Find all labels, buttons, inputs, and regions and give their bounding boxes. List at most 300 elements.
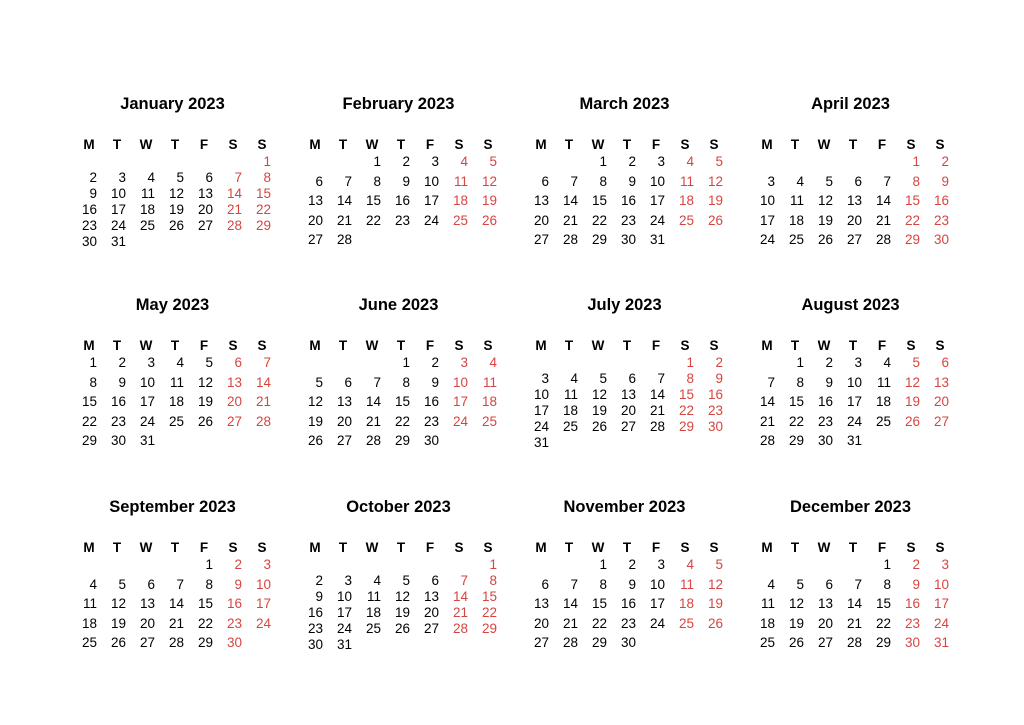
day: 8 xyxy=(796,374,804,390)
weekend-day: 30 xyxy=(226,635,242,650)
day: 9 xyxy=(628,576,636,592)
weekend-day: 21 xyxy=(452,605,468,620)
day: 9 xyxy=(315,589,323,604)
day: 12 xyxy=(110,596,126,611)
day: 6 xyxy=(147,576,155,592)
weekday-header: W xyxy=(139,338,153,353)
day: 25 xyxy=(81,635,97,650)
weekday-header: M xyxy=(83,540,95,555)
day: 26 xyxy=(110,635,126,650)
day: 7 xyxy=(176,576,184,592)
day: 27 xyxy=(846,232,862,247)
day: 19 xyxy=(110,615,126,631)
weekday-header: S xyxy=(680,137,690,152)
day: 19 xyxy=(817,212,833,228)
day: 21 xyxy=(649,403,665,418)
weekend-day: 3 xyxy=(460,355,468,370)
weekday-header: T xyxy=(396,338,406,353)
day: 26 xyxy=(591,419,607,434)
weekend-day: 5 xyxy=(912,355,920,370)
day: 7 xyxy=(883,173,891,189)
weekend-day: 12 xyxy=(707,576,723,592)
weekend-day: 26 xyxy=(481,212,497,228)
weekday-header: S xyxy=(935,540,945,555)
weekday-header: T xyxy=(790,338,800,353)
days-grid xyxy=(306,355,516,455)
weekend-day: 26 xyxy=(707,615,723,631)
day: 5 xyxy=(176,170,184,185)
day: 20 xyxy=(846,212,862,228)
weekday-header: S xyxy=(454,338,464,353)
day: 28 xyxy=(168,635,184,650)
day: 11 xyxy=(140,186,155,201)
weekday-header-row xyxy=(306,338,516,356)
weekend-day: 19 xyxy=(707,193,723,208)
weekday-header-row xyxy=(306,137,516,155)
day: 15 xyxy=(591,193,607,208)
day: 24 xyxy=(759,232,775,247)
day: 30 xyxy=(81,234,97,249)
day: 1 xyxy=(883,557,891,572)
weekday-header: M xyxy=(761,540,773,555)
day: 28 xyxy=(365,433,381,448)
weekday-header: F xyxy=(199,338,209,353)
day: 23 xyxy=(81,218,97,233)
weekend-day: 11 xyxy=(482,374,497,390)
weekend-day: 4 xyxy=(686,154,694,169)
weekend-day: 29 xyxy=(481,621,497,636)
days-grid xyxy=(532,557,742,657)
day: 22 xyxy=(875,615,891,631)
day: 30 xyxy=(307,637,323,652)
weekend-day: 2 xyxy=(912,557,920,572)
day: 22 xyxy=(365,212,381,228)
weekend-day: 17 xyxy=(933,596,949,611)
weekday-header-row xyxy=(532,540,742,558)
weekend-day: 15 xyxy=(255,186,271,201)
day: 1 xyxy=(796,355,804,370)
day: 15 xyxy=(591,596,607,611)
day: 21 xyxy=(759,413,775,429)
day: 8 xyxy=(205,576,213,592)
day: 26 xyxy=(197,413,213,429)
day: 29 xyxy=(788,433,804,448)
day: 6 xyxy=(205,170,213,185)
day: 3 xyxy=(767,173,775,189)
weekday-header: F xyxy=(877,540,887,555)
weekend-day: 13 xyxy=(933,374,949,390)
weekday-header-row xyxy=(80,137,290,155)
weekday-header: W xyxy=(817,338,831,353)
weekend-day: 23 xyxy=(904,615,920,631)
weekday-header: T xyxy=(790,540,800,555)
day: 27 xyxy=(336,433,352,448)
day: 11 xyxy=(563,387,578,402)
weekday-header: W xyxy=(591,338,605,353)
day: 16 xyxy=(110,394,126,409)
weekend-day: 24 xyxy=(933,615,949,631)
day: 13 xyxy=(533,596,549,611)
weekday-header: T xyxy=(622,540,632,555)
day: 3 xyxy=(541,371,549,386)
weekend-day: 19 xyxy=(904,394,920,409)
day: 13 xyxy=(620,387,636,402)
weekday-header: T xyxy=(848,137,858,152)
day: 2 xyxy=(402,154,410,169)
day: 6 xyxy=(344,374,352,390)
day: 17 xyxy=(139,394,155,409)
day: 20 xyxy=(533,615,549,631)
day: 26 xyxy=(788,635,804,650)
weekend-day: 1 xyxy=(263,154,271,169)
weekend-day: 10 xyxy=(933,576,949,592)
weekend-day: 16 xyxy=(904,596,920,611)
day: 12 xyxy=(307,394,323,409)
weekend-day: 18 xyxy=(678,596,694,611)
weekday-header: S xyxy=(680,338,690,353)
weekend-day: 9 xyxy=(941,173,949,189)
day: 15 xyxy=(365,193,381,208)
day: 20 xyxy=(197,202,213,217)
day: 17 xyxy=(649,193,665,208)
weekend-day: 2 xyxy=(941,154,949,169)
day: 19 xyxy=(307,413,323,429)
weekday-header: W xyxy=(591,137,605,152)
day: 17 xyxy=(846,394,862,409)
day: 4 xyxy=(89,576,97,592)
weekday-header-row xyxy=(532,137,742,155)
day: 31 xyxy=(139,433,155,448)
day: 17 xyxy=(336,605,352,620)
weekday-header: F xyxy=(651,137,661,152)
day: 6 xyxy=(431,573,439,588)
day: 13 xyxy=(307,193,323,208)
days-grid xyxy=(532,355,742,455)
weekday-header: T xyxy=(112,137,122,152)
day: 11 xyxy=(82,596,97,611)
weekend-day: 14 xyxy=(255,374,271,390)
weekend-day: 15 xyxy=(481,589,497,604)
weekday-header: S xyxy=(454,540,464,555)
days-grid xyxy=(80,355,290,455)
day: 8 xyxy=(599,173,607,189)
weekend-day: 4 xyxy=(460,154,468,169)
weekend-day: 12 xyxy=(707,173,723,189)
weekday-header: T xyxy=(112,338,122,353)
weekend-day: 8 xyxy=(686,371,694,386)
day: 18 xyxy=(562,403,578,418)
day: 14 xyxy=(846,596,862,611)
weekend-day: 26 xyxy=(707,212,723,228)
day: 3 xyxy=(657,557,665,572)
day: 4 xyxy=(570,371,578,386)
day: 9 xyxy=(431,374,439,390)
weekend-day: 8 xyxy=(489,573,497,588)
weekend-day: 10 xyxy=(255,576,271,592)
day: 5 xyxy=(599,371,607,386)
day: 27 xyxy=(620,419,636,434)
day: 10 xyxy=(846,374,862,390)
weekend-day: 20 xyxy=(933,394,949,409)
month-title: November 2023 xyxy=(563,498,686,516)
day: 21 xyxy=(365,413,381,429)
day: 8 xyxy=(373,173,381,189)
weekday-header: S xyxy=(257,540,267,555)
weekday-header: W xyxy=(139,540,153,555)
weekend-day: 9 xyxy=(912,576,920,592)
day: 5 xyxy=(825,173,833,189)
weekday-header: F xyxy=(425,338,435,353)
weekday-header: M xyxy=(761,338,773,353)
day: 23 xyxy=(817,413,833,429)
day: 13 xyxy=(139,596,155,611)
day: 13 xyxy=(197,186,213,201)
day: 30 xyxy=(620,232,636,247)
weekday-header: W xyxy=(365,137,379,152)
day: 12 xyxy=(817,193,833,208)
weekday-header: T xyxy=(338,137,348,152)
weekday-header: S xyxy=(483,540,493,555)
weekday-header: T xyxy=(170,137,180,152)
day: 7 xyxy=(344,173,352,189)
weekday-header-row xyxy=(758,338,968,356)
day: 2 xyxy=(89,170,97,185)
weekend-day: 16 xyxy=(933,193,949,208)
day: 9 xyxy=(118,374,126,390)
weekend-day: 29 xyxy=(678,419,694,434)
weekday-header: T xyxy=(622,338,632,353)
day: 9 xyxy=(628,173,636,189)
weekend-day: 28 xyxy=(226,218,242,233)
weekday-header: T xyxy=(848,540,858,555)
day: 10 xyxy=(759,193,775,208)
day: 17 xyxy=(759,212,775,228)
day: 21 xyxy=(168,615,184,631)
weekday-header: S xyxy=(709,540,719,555)
day: 13 xyxy=(846,193,862,208)
weekend-day: 25 xyxy=(678,615,694,631)
weekday-header: S xyxy=(228,137,238,152)
day: 27 xyxy=(533,232,549,247)
weekday-header: T xyxy=(790,137,800,152)
day: 28 xyxy=(759,433,775,448)
weekend-day: 18 xyxy=(452,193,468,208)
day: 31 xyxy=(110,234,126,249)
day: 26 xyxy=(817,232,833,247)
day: 19 xyxy=(394,605,410,620)
weekday-header: F xyxy=(651,540,661,555)
days-grid xyxy=(306,557,516,657)
day: 3 xyxy=(118,170,126,185)
day: 16 xyxy=(620,596,636,611)
weekday-header: F xyxy=(199,540,209,555)
weekend-day: 14 xyxy=(452,589,468,604)
weekend-day: 4 xyxy=(686,557,694,572)
weekend-day: 9 xyxy=(234,576,242,592)
day: 19 xyxy=(197,394,213,409)
day: 23 xyxy=(110,413,126,429)
day: 20 xyxy=(307,212,323,228)
weekday-header: S xyxy=(454,137,464,152)
weekday-header: T xyxy=(112,540,122,555)
days-grid xyxy=(80,154,290,254)
day: 3 xyxy=(657,154,665,169)
month-title: May 2023 xyxy=(135,296,210,314)
day: 20 xyxy=(817,615,833,631)
weekend-day: 8 xyxy=(912,173,920,189)
weekend-day: 11 xyxy=(453,173,468,189)
weekend-day: 2 xyxy=(234,557,242,572)
day: 26 xyxy=(168,218,184,233)
day: 28 xyxy=(562,232,578,247)
weekend-day: 5 xyxy=(715,154,723,169)
weekend-day: 16 xyxy=(226,596,242,611)
day: 24 xyxy=(110,218,126,233)
day: 13 xyxy=(423,589,439,604)
weekend-day: 29 xyxy=(255,218,271,233)
weekday-header: S xyxy=(935,338,945,353)
day: 11 xyxy=(169,374,184,390)
weekend-day: 26 xyxy=(904,413,920,429)
day: 20 xyxy=(336,413,352,429)
day: 19 xyxy=(168,202,184,217)
weekend-day: 3 xyxy=(941,557,949,572)
day: 14 xyxy=(336,193,352,208)
weekend-day: 28 xyxy=(255,413,271,429)
day: 31 xyxy=(336,637,352,652)
day: 31 xyxy=(649,232,665,247)
weekday-header: S xyxy=(257,338,267,353)
weekday-header: M xyxy=(309,540,321,555)
day: 18 xyxy=(168,394,184,409)
day: 27 xyxy=(817,635,833,650)
weekend-day: 11 xyxy=(679,576,694,592)
day: 27 xyxy=(423,621,439,636)
weekend-day: 19 xyxy=(481,193,497,208)
weekend-day: 18 xyxy=(481,394,497,409)
days-grid xyxy=(758,355,968,455)
day: 29 xyxy=(81,433,97,448)
weekend-day: 24 xyxy=(452,413,468,429)
day: 11 xyxy=(760,596,775,611)
day: 28 xyxy=(649,419,665,434)
weekday-header: F xyxy=(199,137,209,152)
weekday-header: S xyxy=(228,338,238,353)
weekday-header: M xyxy=(83,338,95,353)
weekend-day: 1 xyxy=(686,355,694,370)
weekend-day: 22 xyxy=(255,202,271,217)
day: 11 xyxy=(789,193,804,208)
weekday-header: M xyxy=(83,137,95,152)
day: 23 xyxy=(620,615,636,631)
day: 10 xyxy=(336,589,352,604)
weekend-day: 20 xyxy=(226,394,242,409)
weekday-header: M xyxy=(535,540,547,555)
day: 5 xyxy=(315,374,323,390)
day: 12 xyxy=(394,589,410,604)
weekend-day: 3 xyxy=(263,557,271,572)
day: 29 xyxy=(197,635,213,650)
day: 20 xyxy=(620,403,636,418)
day: 15 xyxy=(788,394,804,409)
day: 1 xyxy=(205,557,213,572)
weekend-day: 15 xyxy=(678,387,694,402)
weekday-header: T xyxy=(396,540,406,555)
day: 23 xyxy=(394,212,410,228)
weekday-header: W xyxy=(817,540,831,555)
weekday-header: W xyxy=(139,137,153,152)
day: 7 xyxy=(767,374,775,390)
day: 12 xyxy=(788,596,804,611)
weekend-day: 31 xyxy=(933,635,949,650)
month-title: January 2023 xyxy=(120,95,225,113)
day: 27 xyxy=(307,232,323,247)
day: 12 xyxy=(591,387,607,402)
day: 27 xyxy=(533,635,549,650)
weekend-day: 6 xyxy=(941,355,949,370)
day: 17 xyxy=(423,193,439,208)
weekday-header: W xyxy=(591,540,605,555)
day: 4 xyxy=(796,173,804,189)
day: 18 xyxy=(81,615,97,631)
day: 23 xyxy=(423,413,439,429)
day: 25 xyxy=(562,419,578,434)
day: 16 xyxy=(307,605,323,620)
weekday-header: S xyxy=(906,338,916,353)
weekday-header: F xyxy=(425,540,435,555)
month-title: October 2023 xyxy=(346,498,451,516)
weekend-day: 1 xyxy=(489,557,497,572)
day: 10 xyxy=(649,576,665,592)
day: 4 xyxy=(883,355,891,370)
day: 14 xyxy=(168,596,184,611)
day: 25 xyxy=(875,413,891,429)
weekend-day: 22 xyxy=(678,403,694,418)
day: 6 xyxy=(854,173,862,189)
day: 6 xyxy=(825,576,833,592)
day: 4 xyxy=(767,576,775,592)
weekend-day: 4 xyxy=(489,355,497,370)
day: 7 xyxy=(570,173,578,189)
day: 12 xyxy=(197,374,213,390)
day: 21 xyxy=(562,212,578,228)
day: 2 xyxy=(315,573,323,588)
day: 17 xyxy=(533,403,549,418)
days-grid xyxy=(758,154,968,254)
day: 31 xyxy=(533,435,549,450)
weekend-day: 28 xyxy=(452,621,468,636)
weekday-header: T xyxy=(622,137,632,152)
day: 18 xyxy=(139,202,155,217)
day: 15 xyxy=(197,596,213,611)
day: 6 xyxy=(628,371,636,386)
day: 25 xyxy=(168,413,184,429)
weekday-header-row xyxy=(80,540,290,558)
day: 23 xyxy=(620,212,636,228)
weekday-header: S xyxy=(709,338,719,353)
weekday-header: W xyxy=(365,338,379,353)
weekday-header: F xyxy=(425,137,435,152)
day: 29 xyxy=(591,232,607,247)
weekend-day: 11 xyxy=(679,173,694,189)
weekend-day: 19 xyxy=(707,596,723,611)
day: 24 xyxy=(139,413,155,429)
day: 13 xyxy=(336,394,352,409)
day: 5 xyxy=(402,573,410,588)
day: 4 xyxy=(373,573,381,588)
day: 15 xyxy=(394,394,410,409)
weekend-day: 2 xyxy=(715,355,723,370)
